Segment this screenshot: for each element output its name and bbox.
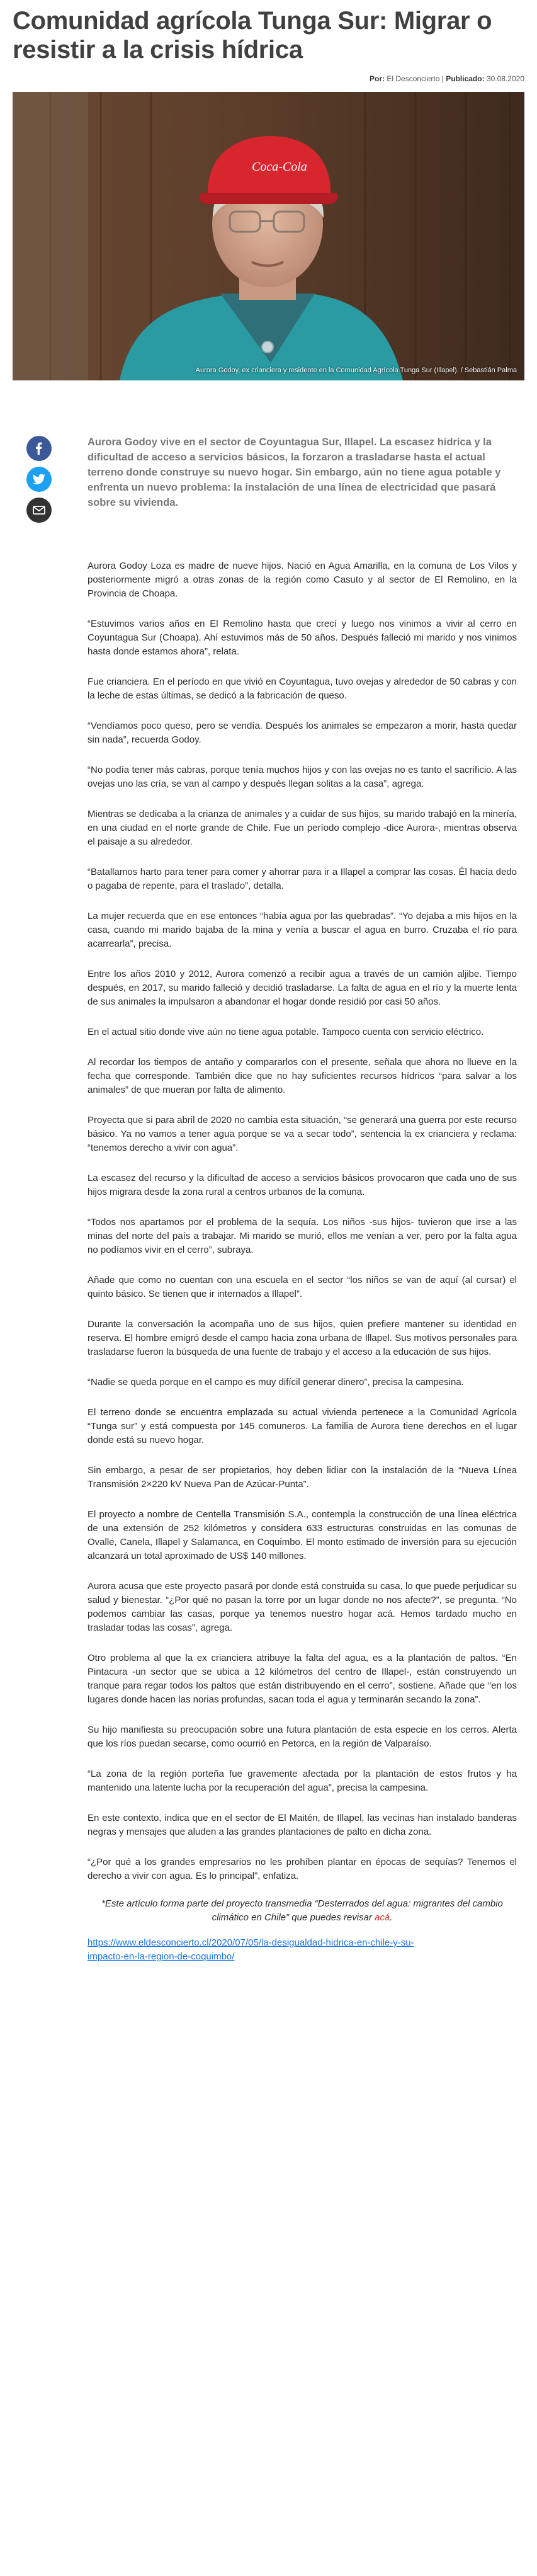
byline-por-label: Por: [370, 74, 385, 83]
article-paragraph: “Todos nos apartamos por el problema de la sequía. Los niños -sus hijos- tuvieron que irse a las minas del norte del país a trabajar. Mi marido se murió, ellos me venían a ver, pero por la falta agua no podíamos vivir en el cerro”, subraya. [88, 1217, 517, 1255]
twitter-share-button[interactable] [26, 467, 52, 492]
article-paragraph: Proyecta que si para abril de 2020 no cambia esta situación, “se generará una guerra por este recurso básico. Ya no vamos a tener agua porque se va a secar todo”, sentencia la ex crianciera y reclama: “tenemos derecho a vivir con agua”. [88, 1115, 517, 1153]
article-paragraph: La escasez del recurso y la dificultad de acceso a servicios básicos provocaron que cada uno de sus hijos migrara desde la zona rural a centros urbanos de la comuna. [88, 1173, 517, 1197]
article-paragraph: El terreno donde se encuentra emplazada su actual vivienda pertenece a la Comunidad Agrícola “Tunga sur” y está compuesta por 145 comuneros. La familia de Aurora tiene derechos en el lugar donde está su nuevo hogar. [88, 1407, 517, 1445]
article-paragraph: “¿Por qué a los grandes empresarios no les prohíben plantar en épocas de sequías? Tenemos el derecho a vivir con agua. Es lo principal”, enfatiza. [88, 1857, 517, 1881]
article-paragraph: Su hijo manifiesta su preocupación sobre una futura plantación de esta especie en los cerros. Alerta que los ríos puedan secarse, como ocurrió en Petorca, en la región de Valparaíso. [88, 1724, 517, 1749]
article-paragraph: Añade que como no cuentan con una escuela en el sector “los niños se van de aquí (al cursar) el quinto básico. Se tienen que ir internados a Illapel”. [88, 1275, 517, 1299]
mail-share-button[interactable] [26, 498, 52, 523]
article-paragraph: “Estuvimos varios años en El Remolino hasta que crecí y luego nos vinimos a vivir al cerro en Coyuntagua Sur (Choapa). Ahí estuvimos más de 50 años. Después falleció mi marido y nos vinimos hasta donde estamos ahora”, relata. [88, 618, 517, 657]
article-paragraph: Fue crianciera. En el período en que vivió en Coyuntagua, tuvo ovejas y alrededor de 50 cabras y con la leche de estas últimas, se dedicó a la fabricación de queso. [88, 676, 517, 701]
article-paragraph: Aurora acusa que este proyecto pasará por donde está construida su casa, lo que puede perjudicar su salud y bienestar. “¿Por qué no pasan la torre por un lugar donde no nos afecte?”, se pregunta. “No podemos cambiar las casas, porque ya tenemos nuestro hogar acá. Hemos tardado mucho en trasladar todas las cosas”, agrega. [88, 1581, 517, 1633]
hero-photo [13, 92, 524, 380]
article-paragraph: Durante la conversación la acompaña uno de sus hijos, quien prefiere mantener su identidad en reserva. El hombre emigró desde el campo hacia zona urbana de Illapel. Sus motivos personales para trasladarse fueron la búsqueda de una fuente de trabajo y el acceso a la educación de sus hijos. [88, 1319, 517, 1357]
project-note-link[interactable]: acá [375, 1912, 390, 1923]
article-paragraph: El proyecto a nombre de Centella Transmisión S.A., contempla la construcción de una línea eléctrica de una extensión de 252 kilómetros y considera 633 estructuras construidas en las comunas de Ovalle, Canela, Illapel y Salamanca, en Coquimbo. El monto estimado de inversión para su ejecución alcanzará un total aproximado de US$ 140 millones. [88, 1509, 517, 1561]
share-bar [26, 436, 52, 528]
article-lead: Aurora Godoy vive en el sector de Coyuntagua Sur, Illapel. La escasez hídrica y la dificultad de acceso a servicios básicos, la forzaron a trasladarse hasta el actual terreno donde construye su nuevo hogar. Sin embargo, aún no tiene agua potable y enfrenta un nuevo problema: la instalación de una línea de electricidad que pasará sobre su vivienda. [88, 436, 501, 508]
article-paragraph: En este contexto, indica que en el sector de El Maitén, de Illapel, las vecinas han instalado banderas negras y mensajes que aluden a las grandes plantaciones de palto en dicha zona. [88, 1813, 517, 1837]
article-paragraph: “Batallamos harto para tener para comer y ahorrar para ir a Illapel a comprar las cosas. Él hacía dedo o pagaba de repente, para el traslado”, detalla. [88, 867, 517, 891]
facebook-share-button[interactable] [26, 436, 52, 461]
byline-separator: | [441, 74, 444, 83]
article-paragraph: “No podía tener más cabras, porque tenía muchos hijos y con las ovejas no es tanto el sacrificio. A las ovejas uno las cría, se van al campo y después llegan solitas a la casa”, agrega. [88, 765, 517, 789]
article-paragraph: Entre los años 2010 y 2012, Aurora comenzó a recibir agua a través de un camión aljibe. Tiempo después, en 2017, su marido falleció y decidió trasladarse. La falta de agua en el río y la muerte lenta de sus animales la impulsaron a abandonar el hogar donde residió por casi 50 años. [88, 969, 517, 1007]
byline-date: 30.08.2020 [486, 74, 524, 83]
article-paragraph: La mujer recuerda que en ese entonces “había agua por las quebradas”. “Yo dejaba a mis hijos en la casa, cuando mi marido bajaba de la mina y venía a buscar el agua en burro. Cruzaba el río para acarrearla”, precisa. [88, 911, 517, 949]
article-paragraph: “La zona de la región porteña fue gravemente afectada por la plantación de estos frutos y ha mantenido una latente lucha por la recuperación del agua”, precisa la campesina. [88, 1769, 517, 1793]
twitter-icon [33, 474, 45, 485]
source-link[interactable]: https://www.eldesconcierto.cl/2020/07/05/la-desigualdad-hidrica-en-chile-y-su-impacto-en-la-region-de-coquimbo/ [88, 1937, 414, 1962]
article-paragraph: “Vendíamos poco queso, pero se vendía. Después los animales se empezaron a morir, hasta quedar sin nada”, recuerda Godoy. [88, 721, 517, 745]
article-paragraph: “Nadie se queda porque en el campo es muy difícil generar dinero”, precisa la campesina. [88, 1377, 464, 1388]
project-note [88, 1897, 517, 1925]
article-paragraph: Mientras se dedicaba a la crianza de animales y a cuidar de sus hijos, su marido trabajó en la minería, en una ciudad en el norte grande de Chile. Fue un período complejo -dice Aurora-, mientras observa el paisaje a su alrededor. [88, 809, 517, 847]
article-body [88, 559, 517, 1900]
hero-illustration [13, 92, 524, 380]
article-paragraph: Aurora Godoy Loza es madre de nueve hijos. Nació en Agua Amarilla, en la comuna de Los Vilos y posteriormente migró a otras zonas de la región como Casuto y al sector de El Remolino, en la Provincia de Choapa. [88, 561, 517, 599]
article-paragraph: En el actual sitio donde vive aún no tiene agua potable. Tampoco cuenta con servicio eléctrico. [88, 1027, 484, 1037]
svg-text:Coca-Cola: Coca-Cola [252, 160, 307, 174]
article-paragraph: Otro problema al que la ex crianciera atribuye la falta del agua, es a la plantación de paltos. “En Pintacura -un sector que se ubica a 12 kilómetros del centro de Illapel-, están construyendo un tranque para regar todos los paltos que están distribuyendo en el cerro”, sostiene. Añade que “en los lugares donde hacen las norias profundas, sacan toda el agua y terminarán secando la zona”. [88, 1653, 517, 1705]
facebook-icon [33, 442, 45, 455]
project-note-end: . [390, 1912, 393, 1923]
article-paragraph: Sin embargo, a pesar de ser propietarios, hoy deben lidiar con la instalación de la “Nueva Línea Transmisión 2×220 kV Nueva Pan de Azúcar-Punta”. [88, 1465, 517, 1490]
article-paragraph: Al recordar los tiempos de antaño y compararlos con el presente, señala que ahora no llueve en la fecha que corresponde. También dice que no hay suficientes recursos hídricos “para salvar a los animales” de que mueran por falta de alimento. [88, 1057, 517, 1095]
byline-author[interactable]: El Desconcierto [387, 74, 440, 83]
project-note-text: *Este artículo forma parte del proyecto transmedia “Desterrados del agua: migrantes del cambio climático en Chile” que puedes revisar [101, 1898, 503, 1923]
mail-icon [33, 506, 45, 515]
byline-pub-label: Publicado: [446, 74, 485, 83]
article-title: Comunidad agrícola Tunga Sur: Migrar o resistir a la crisis hídrica [13, 7, 492, 64]
hero-caption: Aurora Godoy, ex crianciera y residente en la Comunidad Agrícola Tunga Sur (Illapel). / Sebastián Palma [195, 367, 517, 374]
byline [0, 64, 537, 84]
